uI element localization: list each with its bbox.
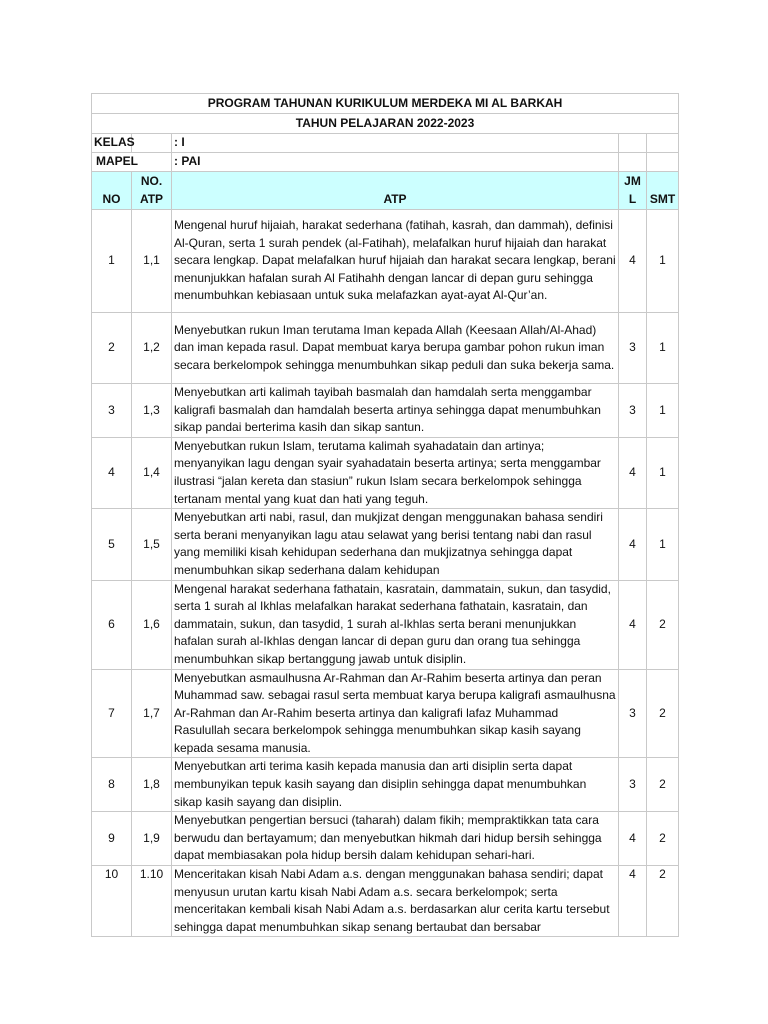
row-no-atp: 1,2 bbox=[132, 313, 172, 384]
row-jml: 4 bbox=[619, 812, 647, 866]
row-atp-text: Menyebutkan arti nabi, rasul, dan mukjizat dengan menggunakan bahasa sendiri serta berani menyanyikan lagu atau selawat yang berisi tentang nabi dan rasul yang memiliki kisah kehidupan sederhana dan mukjizatnya sehingga dapat menumbuhkan sikap sederhana dalam kehidupan bbox=[172, 509, 619, 580]
row-no-atp: 1.10 bbox=[132, 866, 172, 937]
table-row bbox=[92, 437, 679, 508]
row-atp-text: Menyebutkan arti kalimah tayibah basmalah dan hamdalah serta menggambar kaligrafi basmalah dan hamdalah beserta artinya sehingga dapat menumbuhkan sikap pandai berterima kasih dan sikap santun. bbox=[172, 384, 619, 438]
mapel-value: : PAI bbox=[172, 153, 619, 172]
empty-cell bbox=[647, 153, 679, 172]
header-atp: ATP bbox=[172, 172, 619, 210]
row-no-atp: 1,9 bbox=[132, 812, 172, 866]
row-smt: 2 bbox=[647, 812, 679, 866]
kelas-label: KELAS bbox=[92, 134, 132, 153]
empty-cell bbox=[647, 134, 679, 153]
row-no-atp: 1,8 bbox=[132, 758, 172, 812]
table-title: PROGRAM TAHUNAN KURIKULUM MERDEKA MI AL BARKAH bbox=[92, 94, 679, 114]
row-smt: 1 bbox=[647, 384, 679, 438]
row-no: 9 bbox=[92, 812, 132, 866]
row-jml: 4 bbox=[619, 509, 647, 580]
row-no: 1 bbox=[92, 210, 132, 313]
row-no: 3 bbox=[92, 384, 132, 438]
row-no-atp: 1,4 bbox=[132, 437, 172, 508]
row-no-atp: 1,3 bbox=[132, 384, 172, 438]
row-jml: 3 bbox=[619, 313, 647, 384]
row-smt: 1 bbox=[647, 509, 679, 580]
table-row bbox=[92, 384, 679, 438]
table-row bbox=[92, 509, 679, 580]
row-no-atp: 1,5 bbox=[132, 509, 172, 580]
header-jml-line1: JM bbox=[624, 173, 641, 188]
table-row bbox=[92, 669, 679, 758]
kelas-row bbox=[92, 134, 679, 153]
row-jml: 4 bbox=[619, 210, 647, 313]
kelas-value: : I bbox=[172, 134, 619, 153]
row-atp-text: Mengenal harakat sederhana fathatain, kasratain, dammatain, sukun, dan tasydid, serta 1 surah al Ikhlas melafalkan harakat sederhana fathatain, kasratain, dan dammatain, sukun, dan tasydid, 1 surah al-Ikhlas serta berani menunjukkan hafalan surah al-Ikhlas dengan lancar di depan guru dan orang tua sehingga menumbuhkan sikap bertanggung jawab untuk disiplin. bbox=[172, 580, 619, 669]
row-no: 10 bbox=[92, 866, 132, 937]
header-jml-line2: L bbox=[628, 191, 637, 206]
row-atp-text: Menyebutkan rukun Iman terutama Iman kepada Allah (Keesaan Allah/Al-Ahad) dan iman kepada rasul. Dapat membuat karya berupa gambar pohon rukun iman secara berkelompok sehingga menumbuhkan sikap peduli dan suka bekerja sama. bbox=[172, 313, 619, 384]
row-jml: 4 bbox=[619, 437, 647, 508]
row-jml: 3 bbox=[619, 384, 647, 438]
column-header-row bbox=[92, 172, 679, 210]
row-smt: 2 bbox=[647, 866, 679, 937]
table-row bbox=[92, 580, 679, 669]
subtitle-row bbox=[92, 114, 679, 134]
row-jml: 3 bbox=[619, 669, 647, 758]
table-row bbox=[92, 313, 679, 384]
table-subtitle: TAHUN PELAJARAN 2022-2023 bbox=[92, 114, 679, 134]
mapel-row bbox=[92, 153, 679, 172]
row-atp-text: Menyebutkan arti terima kasih kepada manusia dan arti disiplin serta dapat membunyikan tepuk kasih sayang dan disiplin sehingga dapat menumbuhkan sikap kasih sayang dan disiplin. bbox=[172, 758, 619, 812]
header-smt: SMT bbox=[647, 172, 679, 210]
row-no: 8 bbox=[92, 758, 132, 812]
header-no-atp-line2: ATP bbox=[139, 191, 164, 206]
row-no: 7 bbox=[92, 669, 132, 758]
row-smt: 1 bbox=[647, 313, 679, 384]
row-atp-text: Menceritakan kisah Nabi Adam a.s. dengan menggunakan bahasa sendiri; dapat menyusun urutan kartu kisah Nabi Adam a.s. secara berkelompok; serta menceritakan kembali kisah Nabi Adam a.s. berdasarkan alur cerita kartu tersebut sehingga dapat menumbuhkan sikap senang bertaubat dan bersabar bbox=[172, 866, 619, 937]
row-smt: 2 bbox=[647, 669, 679, 758]
empty-cell bbox=[132, 134, 172, 153]
row-smt: 1 bbox=[647, 437, 679, 508]
row-jml: 4 bbox=[619, 580, 647, 669]
header-no-atp-line1: NO. bbox=[140, 173, 163, 188]
table-row bbox=[92, 210, 679, 313]
header-no: NO bbox=[92, 172, 132, 210]
row-atp-text: Menyebutkan pengertian bersuci (taharah) dalam fikih; mempraktikkan tata cara berwudu dan bertayamum; dan menyebutkan hikmah dari hidup bersih sehingga dapat membiasakan pola hidup bersih dalam kehidupan sehari-hari. bbox=[172, 812, 619, 866]
row-jml: 3 bbox=[619, 758, 647, 812]
empty-cell bbox=[619, 153, 647, 172]
row-jml: 4 bbox=[619, 866, 647, 937]
header-no-atp bbox=[132, 172, 172, 210]
row-no: 4 bbox=[92, 437, 132, 508]
table-row bbox=[92, 758, 679, 812]
row-atp-text: Mengenal huruf hijaiah, harakat sederhana (fatihah, kasrah, dan dammah), definisi Al-Quran, serta 1 surah pendek (al-Fatihah), melafalkan huruf hijaiah dan harakat secara lengkap. Dapat melafalkan huruf hijaiah dan harakat secara lengkap, berani menunjukkan hafalan surah Al Fatihahh dengan lancar di depan guru sehingga menumbuhkan kebiasaan untuk suka melafazkan ayat-ayat Al-Qur’an. bbox=[172, 210, 619, 313]
row-smt: 1 bbox=[647, 210, 679, 313]
mapel-label: MAPEL bbox=[92, 153, 172, 172]
row-atp-text: Menyebutkan asmaulhusna Ar-Rahman dan Ar-Rahim beserta artinya dan peran Muhammad saw. sebagai rasul serta membuat karya berupa kaligrafi asmaulhusna Ar-Rahman dan Ar-Rahim beserta artinya dan kaligrafi lafaz Muhammad Rasulullah secara berkelompok sehingga menumbuhkan sikap kasih sayang kepada sesama manusia. bbox=[172, 669, 619, 758]
table-row bbox=[92, 866, 679, 937]
row-smt: 2 bbox=[647, 758, 679, 812]
header-jml bbox=[619, 172, 647, 210]
row-no: 5 bbox=[92, 509, 132, 580]
program-tahunan-table bbox=[91, 93, 679, 937]
row-no-atp: 1,6 bbox=[132, 580, 172, 669]
row-no: 2 bbox=[92, 313, 132, 384]
row-atp-text: Menyebutkan rukun Islam, terutama kalimah syahadatain dan artinya; menyanyikan lagu dengan syair syahadatain beserta artinya; serta menggambar ilustrasi “jalan kereta dan stasiun” rukun Islam secara berkelompok sehingga tertanam mental yang kuat dan hati yang teguh. bbox=[172, 437, 619, 508]
empty-cell bbox=[619, 134, 647, 153]
row-no: 6 bbox=[92, 580, 132, 669]
title-row bbox=[92, 94, 679, 114]
row-no-atp: 1,7 bbox=[132, 669, 172, 758]
row-smt: 2 bbox=[647, 580, 679, 669]
row-no-atp: 1,1 bbox=[132, 210, 172, 313]
table-row bbox=[92, 812, 679, 866]
